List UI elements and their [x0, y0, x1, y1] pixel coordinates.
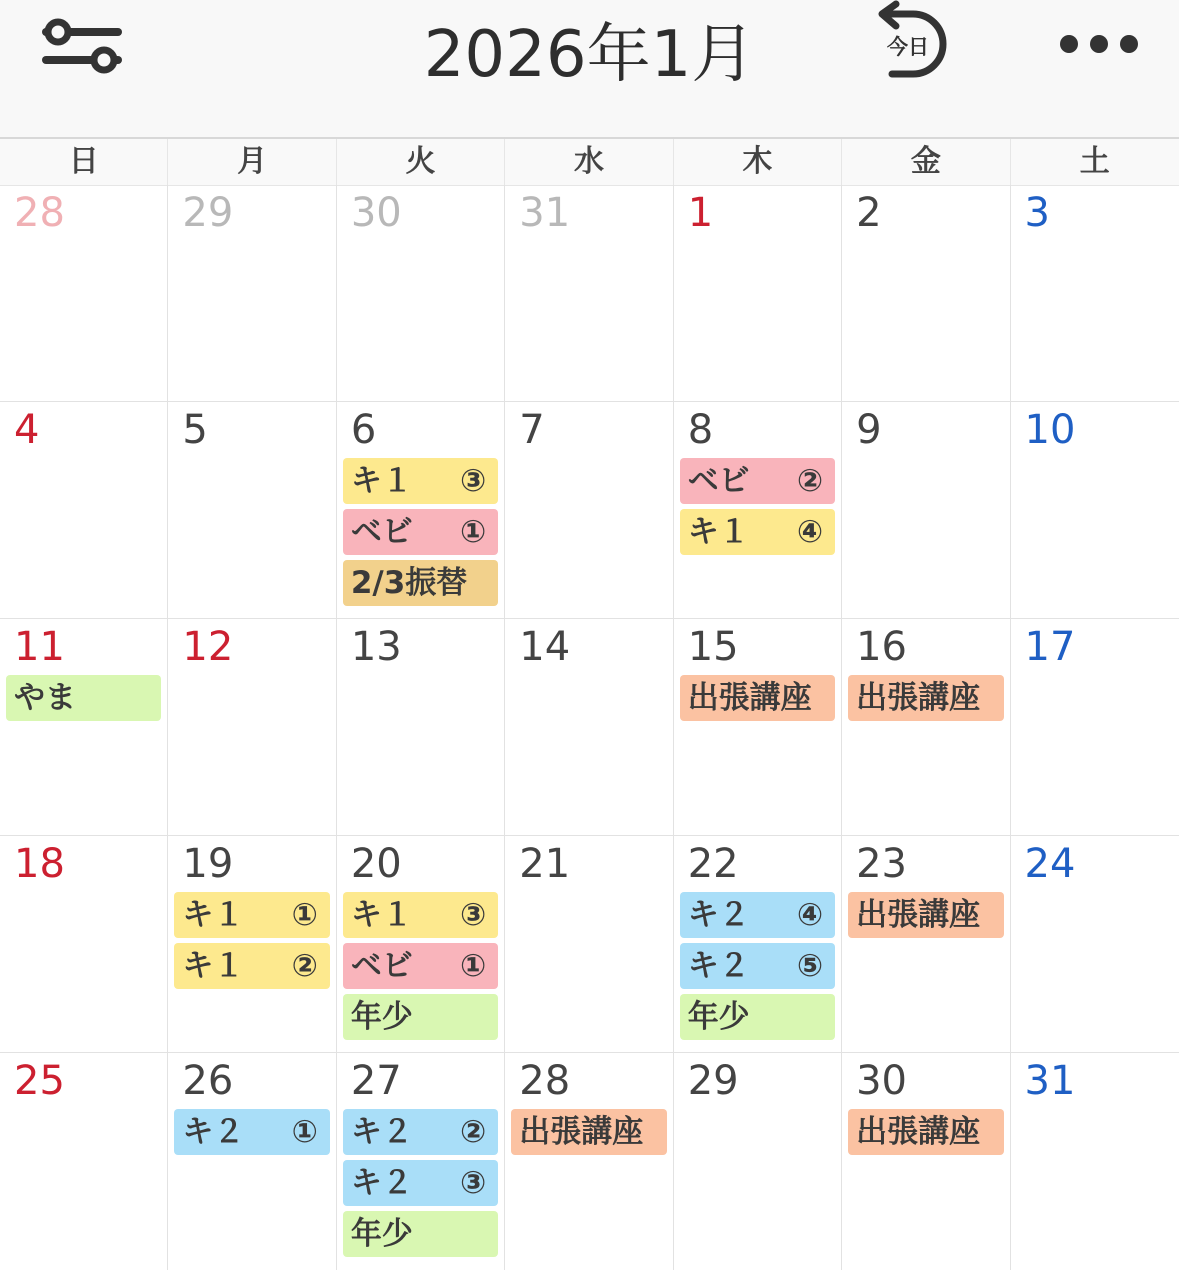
- day-number: 28: [519, 1058, 571, 1104]
- event-label: 年少: [350, 999, 413, 1035]
- event-session-number: ④: [796, 897, 824, 933]
- day-cell[interactable]: [168, 619, 336, 835]
- event-list: [505, 1109, 672, 1155]
- today-label: 今日: [887, 35, 929, 59]
- page-title: 2026年1月: [423, 18, 756, 92]
- event-label: キ２: [182, 1114, 245, 1150]
- day-cell[interactable]: [0, 402, 168, 618]
- event-label: 出張講座: [856, 680, 981, 716]
- day-number: 14: [519, 624, 571, 670]
- week-row: [0, 1053, 1179, 1270]
- event-session-number: ③: [460, 463, 487, 499]
- day-number: 31: [519, 190, 571, 236]
- event-session-number: ②: [796, 463, 824, 499]
- week-row: [0, 402, 1179, 619]
- day-number: 21: [519, 841, 571, 887]
- event-list: [842, 892, 1009, 938]
- day-cell[interactable]: [0, 185, 168, 401]
- day-cell[interactable]: [337, 185, 505, 401]
- event-chip[interactable]: [343, 892, 498, 938]
- event-session-number: ③: [460, 897, 487, 933]
- day-cell[interactable]: [168, 1053, 336, 1270]
- event-label: 年少: [350, 1216, 413, 1252]
- weekday-label: 日: [0, 139, 168, 185]
- week-row: [0, 185, 1179, 402]
- event-label: 年少: [687, 999, 750, 1035]
- event-session-number: ④: [796, 514, 824, 550]
- day-number: 4: [14, 407, 40, 453]
- day-cell[interactable]: [0, 1053, 168, 1270]
- day-number: 16: [856, 624, 908, 670]
- event-session-number: ②: [291, 948, 318, 984]
- day-number: 18: [14, 841, 65, 887]
- event-chip[interactable]: [174, 943, 329, 989]
- event-chip[interactable]: [680, 994, 835, 1040]
- event-label: 出張講座: [856, 897, 981, 933]
- day-number: 11: [14, 624, 65, 670]
- more-options-icon[interactable]: [1056, 26, 1144, 62]
- day-cell[interactable]: [842, 1053, 1010, 1270]
- day-number: 17: [1024, 624, 1076, 670]
- day-cell[interactable]: [842, 402, 1010, 618]
- day-cell[interactable]: [168, 402, 336, 618]
- day-number: 5: [182, 407, 208, 453]
- day-cell[interactable]: [1011, 836, 1179, 1052]
- event-chip[interactable]: [6, 675, 161, 721]
- day-cell[interactable]: [674, 402, 842, 618]
- event-chip[interactable]: [343, 458, 498, 504]
- day-cell[interactable]: [337, 402, 505, 618]
- day-cell[interactable]: [337, 1053, 505, 1270]
- day-cell[interactable]: [842, 619, 1010, 835]
- event-label: キ１: [350, 897, 413, 933]
- weekday-label: 月: [168, 139, 336, 185]
- event-label: キ１: [182, 948, 245, 984]
- day-number: 19: [182, 841, 234, 887]
- event-list: [168, 1109, 335, 1155]
- event-chip[interactable]: [343, 1109, 498, 1155]
- event-chip[interactable]: [848, 1109, 1003, 1155]
- event-session-number: ①: [460, 514, 487, 550]
- event-label: キ２: [350, 1165, 413, 1201]
- event-list: [842, 675, 1009, 721]
- event-label: 出張講座: [856, 1114, 981, 1150]
- event-list: [674, 458, 841, 555]
- day-cell[interactable]: [168, 185, 336, 401]
- day-number: 26: [182, 1058, 234, 1104]
- day-cell[interactable]: [1011, 619, 1179, 835]
- day-cell[interactable]: [168, 836, 336, 1052]
- event-chip[interactable]: [343, 1211, 498, 1257]
- day-number: 9: [856, 407, 882, 453]
- event-chip[interactable]: [343, 509, 498, 555]
- event-label: 出張講座: [687, 680, 812, 716]
- day-number: 1: [687, 190, 714, 236]
- day-number: 3: [1024, 190, 1050, 236]
- day-number: 15: [687, 624, 739, 670]
- day-cell[interactable]: [674, 185, 842, 401]
- event-session-number: ②: [460, 1114, 487, 1150]
- day-number: 24: [1024, 841, 1076, 887]
- day-cell[interactable]: [674, 1053, 842, 1270]
- week-row: [0, 619, 1179, 836]
- day-number: 6: [350, 407, 377, 453]
- event-chip[interactable]: [174, 892, 329, 938]
- day-cell[interactable]: [505, 1053, 673, 1270]
- event-list: [674, 892, 841, 1040]
- day-number: 29: [687, 1058, 739, 1104]
- event-label: ベビ: [350, 948, 413, 984]
- event-chip[interactable]: [680, 509, 835, 555]
- day-cell[interactable]: [505, 619, 673, 835]
- day-cell[interactable]: [337, 836, 505, 1052]
- event-session-number: ③: [460, 1165, 487, 1201]
- day-cell[interactable]: [505, 402, 673, 618]
- day-number: 27: [350, 1058, 402, 1104]
- event-chip[interactable]: [680, 675, 835, 721]
- event-label: 2/3振替: [350, 565, 468, 601]
- day-cell[interactable]: [1011, 185, 1179, 401]
- day-number: 10: [1024, 407, 1076, 453]
- event-session-number: ①: [291, 897, 318, 933]
- today-return-icon[interactable]: [868, 0, 958, 90]
- top-bar: [0, 0, 1179, 139]
- weekday-label: 木: [674, 139, 842, 185]
- event-label: ベビ: [350, 514, 413, 550]
- day-cell[interactable]: [1011, 402, 1179, 618]
- event-label: 出張講座: [519, 1114, 644, 1150]
- event-session-number: ①: [460, 948, 487, 984]
- weekday-label: 金: [842, 139, 1010, 185]
- day-number: 2: [856, 190, 882, 236]
- day-cell[interactable]: [337, 619, 505, 835]
- week-row: [0, 836, 1179, 1053]
- day-cell[interactable]: [0, 619, 168, 835]
- day-number: 28: [14, 190, 65, 236]
- weekday-label: 火: [337, 139, 505, 185]
- event-label: キ２: [350, 1114, 413, 1150]
- event-list: [0, 675, 167, 721]
- day-number: 31: [1024, 1058, 1076, 1104]
- event-chip[interactable]: [680, 892, 835, 938]
- event-chip[interactable]: [848, 892, 1003, 938]
- event-label: キ１: [350, 463, 413, 499]
- day-cell[interactable]: [505, 836, 673, 1052]
- day-number: 20: [350, 841, 402, 887]
- day-cell[interactable]: [674, 619, 842, 835]
- day-cell[interactable]: [842, 836, 1010, 1052]
- day-number: 13: [350, 624, 402, 670]
- day-number: 30: [350, 190, 402, 236]
- event-list: [674, 675, 841, 721]
- day-cell[interactable]: [1011, 1053, 1179, 1270]
- weekday-label: 水: [505, 139, 673, 185]
- day-number: 29: [182, 190, 234, 236]
- day-cell[interactable]: [674, 836, 842, 1052]
- event-list: [337, 892, 504, 1040]
- day-number: 7: [519, 407, 545, 453]
- event-list: [337, 458, 504, 606]
- month-grid: [0, 185, 1179, 1269]
- weekday-label: 土: [1079, 144, 1110, 179]
- event-session-number: ⑤: [796, 948, 824, 984]
- day-cell[interactable]: [0, 836, 168, 1052]
- event-session-number: ①: [291, 1114, 318, 1150]
- event-chip[interactable]: [680, 458, 835, 504]
- event-list: [168, 892, 335, 989]
- event-label: やま: [14, 680, 76, 716]
- day-number: 23: [856, 841, 908, 887]
- event-label: キ２: [687, 948, 750, 984]
- event-chip[interactable]: [848, 675, 1003, 721]
- event-label: キ１: [182, 897, 245, 933]
- day-number: 12: [182, 624, 234, 670]
- day-number: 22: [687, 841, 739, 887]
- event-label: キ２: [687, 897, 750, 933]
- event-label: キ１: [687, 514, 750, 550]
- event-list: [842, 1109, 1009, 1155]
- event-chip[interactable]: [174, 1109, 329, 1155]
- event-chip[interactable]: [511, 1109, 666, 1155]
- day-number: 8: [687, 407, 714, 453]
- weekday-header: [0, 139, 1179, 186]
- event-chip[interactable]: [343, 943, 498, 989]
- day-number: 25: [14, 1058, 65, 1104]
- event-list: [337, 1109, 504, 1257]
- event-chip[interactable]: [343, 560, 498, 606]
- day-cell[interactable]: [505, 185, 673, 401]
- day-number: 30: [856, 1058, 908, 1104]
- event-chip[interactable]: [680, 943, 835, 989]
- event-chip[interactable]: [343, 994, 498, 1040]
- event-label: ベビ: [687, 463, 750, 499]
- day-cell[interactable]: [842, 185, 1010, 401]
- event-chip[interactable]: [343, 1160, 498, 1206]
